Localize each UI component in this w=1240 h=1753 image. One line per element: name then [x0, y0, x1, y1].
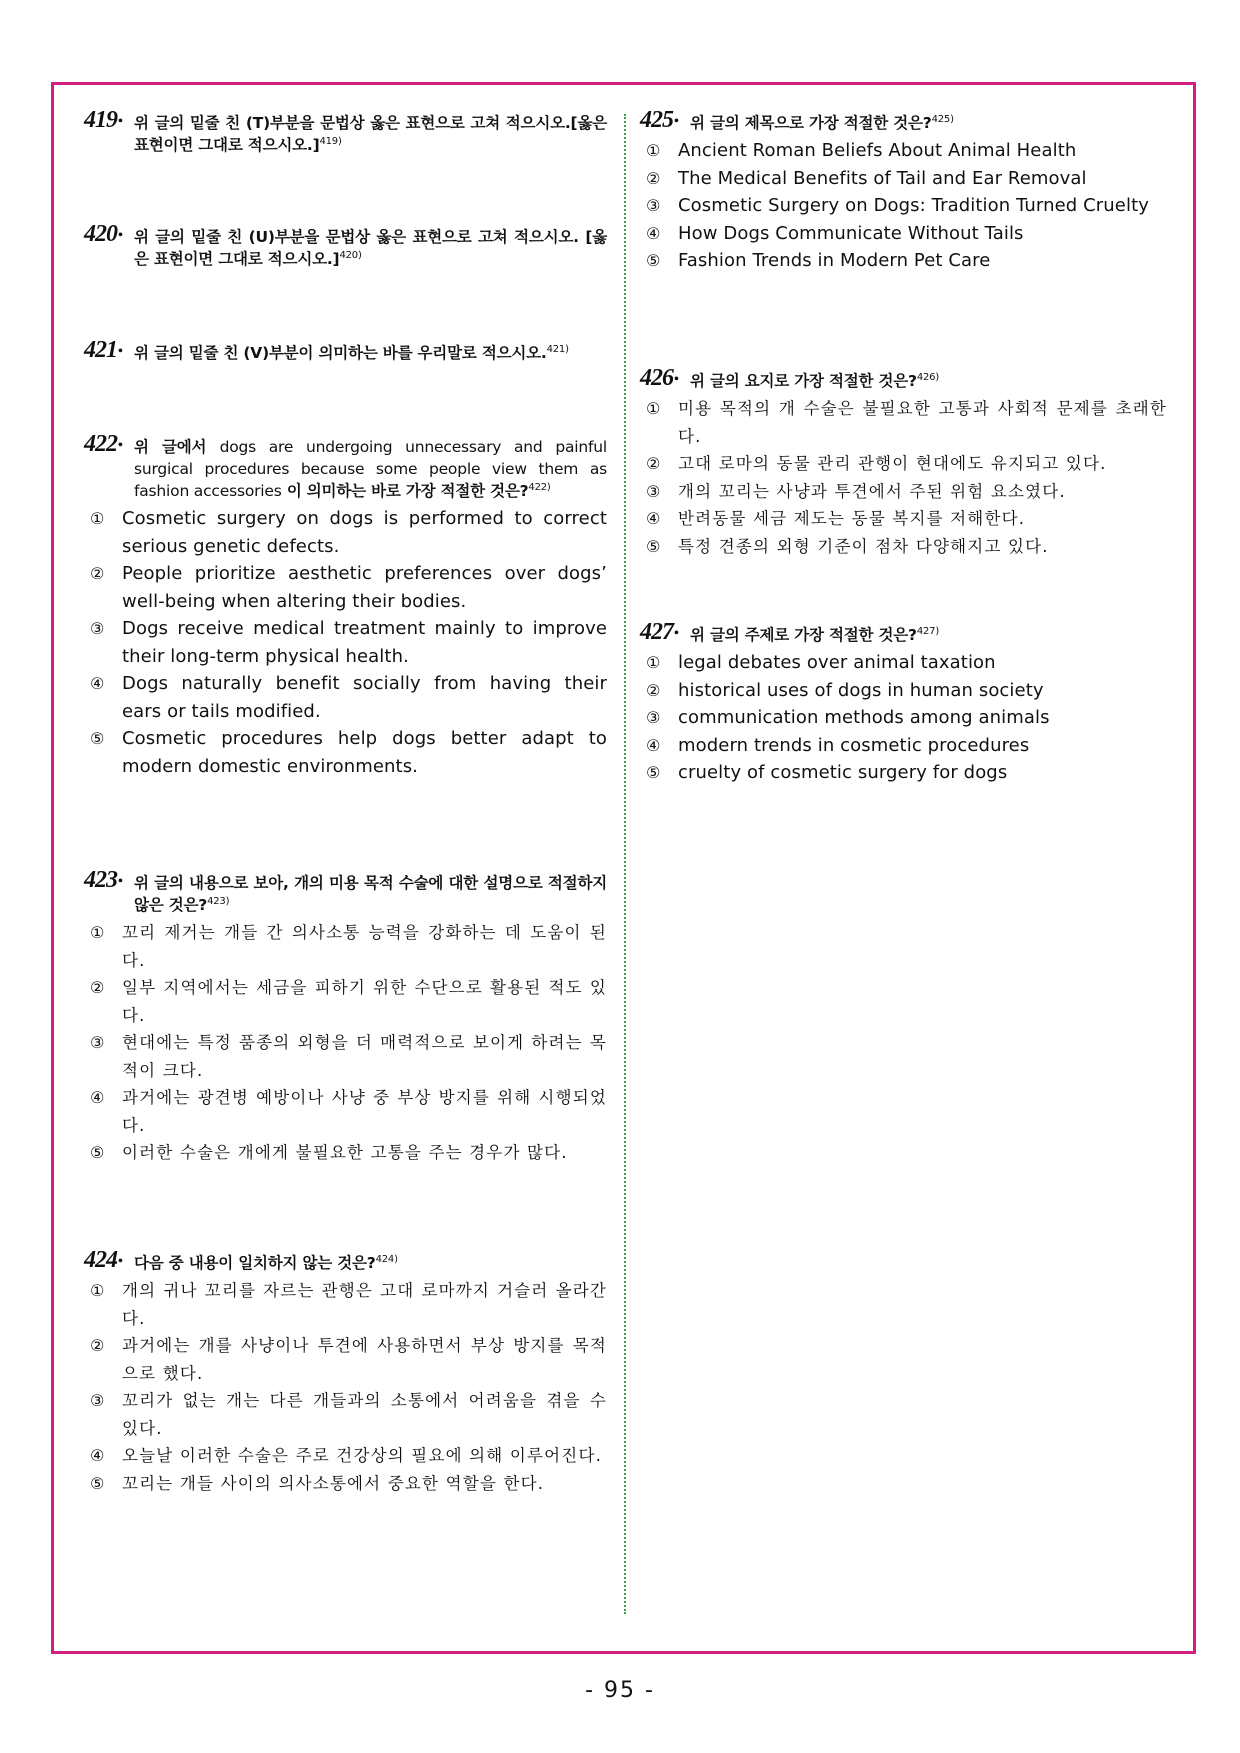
question-stem: [84, 1247, 607, 1274]
option-1[interactable]: [84, 505, 607, 560]
question-420: [84, 221, 607, 270]
question-422: [84, 431, 607, 780]
footnote-ref: 424): [375, 1253, 398, 1265]
question-number: 424 •: [84, 1249, 122, 1275]
option-4[interactable]: [640, 732, 1167, 760]
option-2[interactable]: [84, 974, 607, 1029]
option-marker: ⑤: [646, 536, 662, 556]
question-stem: [84, 221, 607, 270]
option-marker: ⑤: [646, 251, 661, 270]
option-marker: ⑤: [646, 763, 661, 782]
option-marker: ①: [90, 509, 105, 528]
option-marker: ③: [90, 619, 105, 638]
question-number: 420 •: [84, 223, 122, 249]
stem-quote: dogs are undergoing unnecessary and painful surgical procedures because some people view them as fashion accessories: [134, 438, 607, 500]
options-list: [84, 505, 607, 780]
option-marker: ②: [646, 168, 661, 188]
footnote-ref: 426): [916, 371, 940, 383]
option-5[interactable]: [640, 533, 1167, 561]
question-stem: [84, 107, 607, 156]
option-3[interactable]: [84, 1387, 607, 1442]
question-425: [640, 107, 1167, 275]
option-text: 오늘날 이러한 수술은 주로 건강상의 필요에 의해 이루어진다.: [122, 1446, 603, 1465]
stem-text: 위 글의 밑줄 친 (U)부분을 문법상 옳은 표현으로 고쳐 적으시오. [옳은 표현이면 그대로 적으시오.]: [134, 228, 607, 268]
option-4[interactable]: [640, 220, 1167, 248]
option-text: Ancient Roman Beliefs About Animal Health: [678, 140, 1077, 161]
option-1[interactable]: [84, 919, 607, 974]
question-427: [640, 619, 1167, 787]
question-423: [84, 867, 607, 1167]
option-text: cruelty of cosmetic surgery for dogs: [678, 762, 1008, 783]
stem-text: 위 글의 요지로 가장 적절한 것은?: [690, 372, 917, 390]
option-4[interactable]: [84, 1442, 607, 1470]
option-marker: ②: [90, 1336, 106, 1355]
option-3[interactable]: [640, 478, 1167, 506]
question-number: 422 •: [84, 433, 122, 459]
footnote-ref: 420): [339, 249, 362, 261]
option-marker: ④: [646, 735, 661, 755]
question-number: 419 •: [84, 109, 122, 135]
option-5[interactable]: [640, 247, 1167, 275]
option-text: 미용 목적의 개 수술은 불필요한 고통과 사회적 문제를 초래한다.: [678, 399, 1167, 446]
option-marker: ②: [90, 978, 106, 997]
option-text: legal debates over animal taxation: [678, 652, 996, 673]
stem-text: 위 글의 주제로 가장 적절한 것은?: [690, 626, 917, 644]
option-1[interactable]: [640, 649, 1167, 677]
option-text: 개의 귀나 꼬리를 자르는 관행은 고대 로마까지 거슬러 올라간다.: [122, 1281, 607, 1328]
option-marker: ①: [90, 923, 106, 942]
question-number: 425 •: [640, 109, 678, 135]
question-stem: [640, 619, 1167, 646]
option-text: 일부 지역에서는 세금을 피하기 위한 수단으로 활용된 적도 있다.: [122, 978, 607, 1025]
option-marker: ③: [646, 196, 661, 215]
option-2[interactable]: [640, 677, 1167, 705]
option-text: 꼬리 제거는 개들 간 의사소통 능력을 강화하는 데 도움이 된다.: [122, 923, 607, 970]
option-2[interactable]: [84, 560, 607, 615]
footnote-ref: 427): [916, 625, 940, 637]
option-marker: ③: [90, 1391, 106, 1410]
question-stem: [84, 431, 607, 502]
options-list: [84, 1277, 607, 1497]
question-426: [640, 365, 1167, 560]
question-stem: [84, 867, 607, 916]
option-3[interactable]: [640, 192, 1167, 220]
option-3[interactable]: [84, 1029, 607, 1084]
option-text: Cosmetic procedures help dogs better adapt to modern domestic environments.: [122, 728, 607, 777]
option-5[interactable]: [84, 1470, 607, 1498]
options-list: [640, 649, 1167, 787]
question-number: 426 •: [640, 367, 678, 393]
stem-text: 위 글의 밑줄 친 (T)부분을 문법상 옳은 표현으로 고쳐 적으시오.[옳은 표현이면 그대로 적으시오.]: [134, 114, 607, 154]
question-421: [84, 337, 607, 364]
option-text: 과거에는 광견병 예방이나 사냥 중 부상 방지를 위해 시행되었다.: [122, 1088, 607, 1135]
footnote-ref: 419): [319, 135, 342, 147]
stem-text: 위 글의 제목으로 가장 적절한 것은?: [690, 114, 932, 132]
option-text: People prioritize aesthetic preferences over dogs’ well-being when altering their bodies.: [122, 563, 607, 612]
option-4[interactable]: [640, 505, 1167, 533]
option-2[interactable]: [84, 1332, 607, 1387]
option-marker: ①: [646, 141, 661, 160]
stem-suffix: 이 의미하는 바로 가장 적절한 것은?: [286, 482, 529, 500]
option-2[interactable]: [640, 450, 1167, 478]
option-text: 고대 로마의 동물 관리 관행이 현대에도 유지되고 있다.: [678, 454, 1107, 473]
option-text: Cosmetic surgery on dogs is performed to correct serious genetic defects.: [122, 508, 607, 557]
option-marker: ④: [90, 1446, 106, 1465]
question-424: [84, 1247, 607, 1497]
option-text: 현대에는 특정 품종의 외형을 더 매력적으로 보이게 하려는 목적이 크다.: [122, 1033, 607, 1080]
stem-text: 위 글의 내용으로 보아, 개의 미용 목적 수술에 대한 설명으로 적절하지 않은 것은?: [134, 874, 607, 914]
stem-prefix: 위 글에서: [134, 438, 207, 456]
option-text: 꼬리가 없는 개는 다른 개들과의 소통에서 어려움을 겪을 수 있다.: [122, 1391, 607, 1438]
options-list: [640, 137, 1167, 275]
option-marker: ①: [646, 399, 662, 418]
option-marker: ④: [646, 223, 661, 243]
option-text: The Medical Benefits of Tail and Ear Removal: [678, 167, 1087, 189]
option-marker: ④: [90, 674, 105, 693]
option-marker: ②: [646, 454, 662, 473]
option-marker: ⑤: [90, 1143, 106, 1162]
option-text: 꼬리는 개들 사이의 의사소통에서 중요한 역할을 한다.: [122, 1473, 545, 1493]
options-list: [84, 919, 607, 1167]
question-stem: [640, 107, 1167, 134]
option-marker: ④: [90, 1088, 106, 1107]
option-5[interactable]: [84, 1139, 607, 1167]
option-text: 이러한 수술은 개에게 불필요한 고통을 주는 경우가 많다.: [122, 1143, 568, 1162]
option-text: Dogs receive medical treatment mainly to improve their long-term physical health.: [122, 618, 607, 667]
option-marker: ⑤: [90, 729, 105, 748]
question-419: [84, 107, 607, 156]
stem-text: 다음 중 내용이 일치하지 않는 것은?: [134, 1254, 376, 1272]
option-text: How Dogs Communicate Without Tails: [678, 222, 1024, 244]
option-marker: ⑤: [90, 1473, 106, 1493]
footnote-ref: 425): [931, 113, 954, 125]
option-marker: ③: [646, 708, 661, 727]
option-4[interactable]: [84, 1084, 607, 1139]
option-5[interactable]: [640, 759, 1167, 787]
option-1[interactable]: [640, 395, 1167, 450]
option-text: Cosmetic Surgery on Dogs: Tradition Turned Cruelty: [678, 195, 1149, 216]
question-stem: [640, 365, 1167, 392]
footnote-ref: 423): [207, 895, 230, 907]
option-3[interactable]: [84, 615, 607, 670]
option-4[interactable]: [84, 670, 607, 725]
question-number: 427 •: [640, 621, 678, 647]
option-marker: ②: [90, 564, 105, 583]
option-text: Fashion Trends in Modern Pet Care: [678, 250, 991, 271]
option-1[interactable]: [84, 1277, 607, 1332]
column-divider: [624, 114, 626, 1614]
option-text: Dogs naturally benefit socially from having their ears or tails modified.: [122, 673, 607, 722]
option-text: 과거에는 개를 사냥이나 투견에 사용하면서 부상 방지를 목적으로 했다.: [122, 1336, 607, 1383]
options-list: [640, 395, 1167, 560]
option-text: historical uses of dogs in human society: [678, 679, 1044, 701]
option-text: 개의 꼬리는 사냥과 투견에서 주된 위험 요소였다.: [678, 481, 1066, 501]
page-number: - 95 -: [585, 1678, 655, 1703]
option-text: communication methods among animals: [678, 707, 1050, 728]
option-1[interactable]: [640, 137, 1167, 165]
footnote-ref: 421): [546, 343, 569, 355]
option-5[interactable]: [84, 725, 607, 780]
option-text: 반려동물 세금 제도는 동물 복지를 저해한다.: [678, 509, 1026, 528]
option-text: 특정 견종의 외형 기준이 점차 다양해지고 있다.: [678, 536, 1049, 556]
question-number: 421 •: [84, 339, 122, 365]
option-marker: ④: [646, 509, 662, 528]
option-3[interactable]: [640, 704, 1167, 732]
option-marker: ①: [90, 1281, 106, 1300]
option-text: modern trends in cosmetic procedures: [678, 734, 1030, 756]
option-marker: ①: [646, 653, 661, 672]
option-2[interactable]: [640, 165, 1167, 193]
footnote-ref: 422): [528, 481, 551, 493]
option-marker: ③: [90, 1033, 106, 1052]
stem-text: 위 글의 밑줄 친 (V)부분이 의미하는 바를 우리말로 적으시오.: [134, 344, 547, 362]
option-marker: ②: [646, 680, 661, 700]
question-stem: [84, 337, 607, 364]
question-number: 423 •: [84, 869, 122, 895]
option-marker: ③: [646, 481, 662, 501]
